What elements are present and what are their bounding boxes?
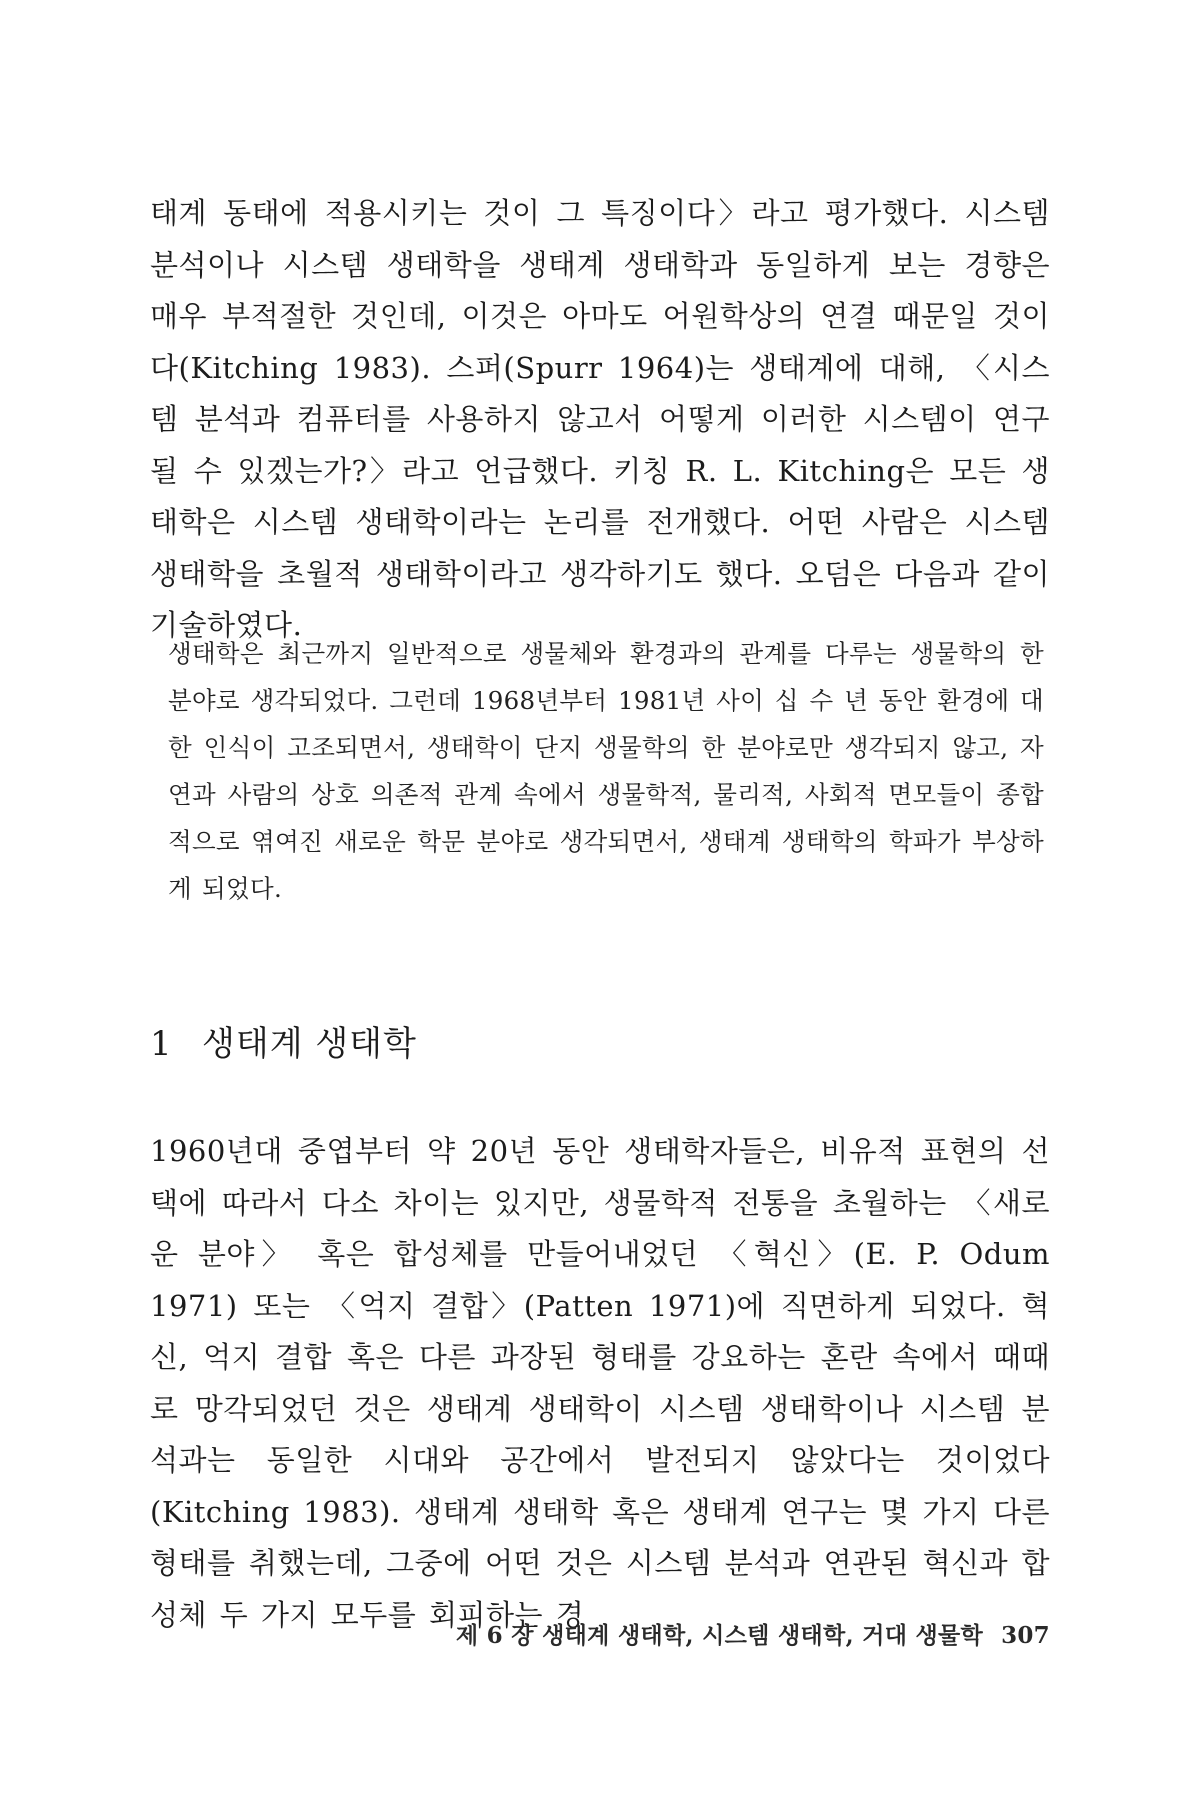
body-paragraph-2: 1960년대 중엽부터 약 20년 동안 생태학자들은, 비유적 표현의 선택에 따라서 다소 차이는 있지만, 생물학적 전통을 초월하는 〈새로운 분야〉 혹은 합성체를 만들어내었던 〈혁신〉(E. P. Odum 1971) 또는 〈억지 결합〉(Patten 1971)에 직면하게 되었다. 혁신, 억지 결합 혹은 다른 과장된 형태를 강요하는 혼란 속에서 때때로 망각되었던 것은 생태계 생태학이 시스템 생태학이나 시스템 분석과는 동일한 시대와 공간에서 발전되지 않았다는 것이었다(Kitching 1983). 생태계 생태학 혹은 생태계 연구는 몇 가지 다른 형태를 취했는데, 그중에 어떤 것은 시스템 분석과 연관된 혁신과 합성체 두 가지 모두를 회피하는 경	[150, 1134, 1050, 1632]
section-heading	[150, 1020, 417, 1068]
body-paragraph-1: 태계 동태에 적용시키는 것이 그 특징이다〉라고 평가했다. 시스템 분석이나 시스템 생태학을 생태계 생태학과 동일하게 보는 경향은 매우 부적절한 것인데, 이것은 아마도 어원학상의 연결 때문일 것이다(Kitching 1983). 스퍼(Spurr 1964)는 생태계에 대해, 〈시스템 분석과 컴퓨터를 사용하지 않고서 어떻게 이러한 시스템이 연구될 수 있겠는가?〉라고 언급했다. 키칭 R. L. Kitching은 모든 생태학은 시스템 생태학이라는 논리를 전개했다. 어떤 사람은 시스템 생태학을 초월적 생태학이라고 생각하기도 했다. 오덤은 다음과 같이 기술하였다.	[150, 196, 1050, 642]
running-footer	[150, 1620, 1050, 1652]
running-title: 제 6 장 생태계 생태학, 시스템 생태학, 거대 생물학	[455, 1622, 984, 1649]
page-number: 307	[1001, 1622, 1050, 1649]
section-number: 1	[150, 1024, 173, 1064]
section-title: 생태계 생태학	[202, 1024, 417, 1064]
block-quote: 생태학은 최근까지 일반적으로 생물체와 환경과의 관계를 다루는 생물학의 한 분야로 생각되었다. 그런데 1968년부터 1981년 사이 십 수 년 동안 환경에 대한 인식이 고조되면서, 생태학이 단지 생물학의 한 분야로만 생각되지 않고, 자연과 사람의 상호 의존적 관계 속에서 생물학적, 물리적, 사회적 면모들이 종합적으로 엮여진 새로운 학문 분야로 생각되면서, 생태계 생태학의 학파가 부상하게 되었다.	[168, 639, 1044, 903]
